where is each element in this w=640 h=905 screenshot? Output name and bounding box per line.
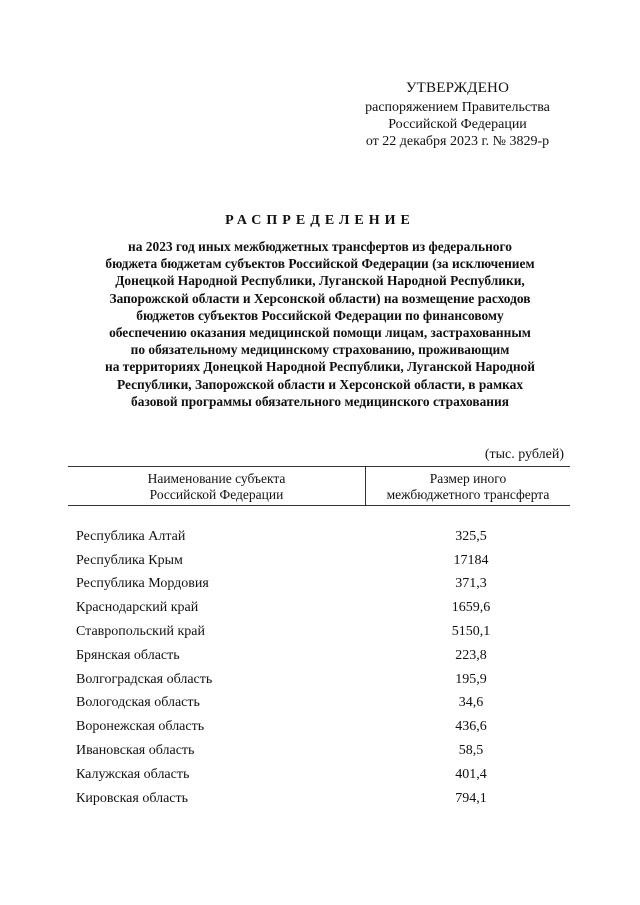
subtitle-line: бюджета бюджетам субъектов Российской Федерации (за исключением xyxy=(105,256,535,272)
region-name: Ставропольский край xyxy=(76,624,205,640)
subtitle-line: Запорожской области и Херсонской области) на возмещение расходов xyxy=(109,290,531,306)
table-row xyxy=(68,763,570,787)
transfer-amount: 1659,6 xyxy=(451,600,491,616)
subtitle-line: на территориях Донецкой Народной Республики, Луганской Народной xyxy=(105,359,535,375)
region-name: Калужская область xyxy=(76,766,190,782)
header-value-line-1: Размер иного xyxy=(429,471,507,486)
region-name: Воронежская область xyxy=(76,719,205,735)
document-subtitle xyxy=(70,238,570,410)
region-name: Брянская область xyxy=(76,647,180,663)
table-body xyxy=(68,525,570,811)
units-label: (тыс. рублей) xyxy=(484,447,564,462)
transfer-amount: 223,8 xyxy=(455,647,487,663)
approval-line-1: распоряжением Правительства xyxy=(365,100,550,115)
transfer-amount: 401,4 xyxy=(455,766,487,782)
table-row xyxy=(68,549,570,573)
table-row xyxy=(68,715,570,739)
header-value-column xyxy=(366,467,570,505)
table-row xyxy=(68,692,570,716)
subtitle-line: по обязательному медицинскому страхованию, проживающим xyxy=(130,342,510,358)
subtitle-line: на 2023 год иных межбюджетных трансфертов из федерального xyxy=(128,239,512,254)
transfer-amount: 58,5 xyxy=(458,743,484,759)
subtitle-line: бюджетов субъектов Российской Федерации по финансовому xyxy=(136,307,504,323)
table-row xyxy=(68,787,570,811)
subtitle-line: базовой программы обязательного медицинского страхования xyxy=(131,393,509,409)
transfer-amount: 794,1 xyxy=(455,790,487,806)
transfer-amount: 5150,1 xyxy=(451,624,491,640)
table-row xyxy=(68,596,570,620)
region-name: Вологодская область xyxy=(76,695,200,711)
transfer-amount: 34,6 xyxy=(458,695,484,711)
region-name: Волгоградская область xyxy=(76,671,213,687)
region-name: Республика Мордовия xyxy=(76,576,209,592)
transfer-amount: 17184 xyxy=(453,552,489,568)
header-value-line-2: межбюджетного трансферта xyxy=(386,487,550,502)
transfer-amount: 371,3 xyxy=(455,576,487,592)
subtitle-line: Республики, Запорожской области и Херсонской области, в рамках xyxy=(116,376,524,392)
document-title: РАСПРЕДЕЛЕНИЕ xyxy=(225,213,415,228)
table-row xyxy=(68,620,570,644)
transfer-amount: 195,9 xyxy=(455,671,487,687)
table-header xyxy=(68,466,570,506)
region-name: Краснодарский край xyxy=(76,600,199,616)
table-row xyxy=(68,668,570,692)
table-row xyxy=(68,644,570,668)
region-name: Республика Крым xyxy=(76,552,183,568)
region-name: Кировская область xyxy=(76,790,189,806)
region-name: Ивановская область xyxy=(76,743,195,759)
header-name-column xyxy=(68,467,366,505)
header-name-line-1: Наименование субъекта xyxy=(147,471,286,486)
approval-line-3: от 22 декабря 2023 г. № 3829-р xyxy=(365,134,550,149)
table-row xyxy=(68,739,570,763)
subtitle-line: обеспечению оказания медицинской помощи лицам, застрахованным xyxy=(109,325,531,341)
region-name: Республика Алтай xyxy=(76,528,186,544)
approval-stamp: УТВЕРЖДЕНО xyxy=(405,80,510,96)
distribution-table xyxy=(68,466,570,811)
transfer-amount: 325,5 xyxy=(455,528,487,544)
subtitle-line: Донецкой Народной Республики, Луганской Народной Республики, xyxy=(115,273,525,289)
table-row xyxy=(68,525,570,549)
approval-block xyxy=(330,80,585,150)
approval-line-2: Российской Федерации xyxy=(388,117,527,132)
transfer-amount: 436,6 xyxy=(455,719,487,735)
table-row xyxy=(68,573,570,597)
header-name-line-2: Российской Федерации xyxy=(149,487,284,502)
